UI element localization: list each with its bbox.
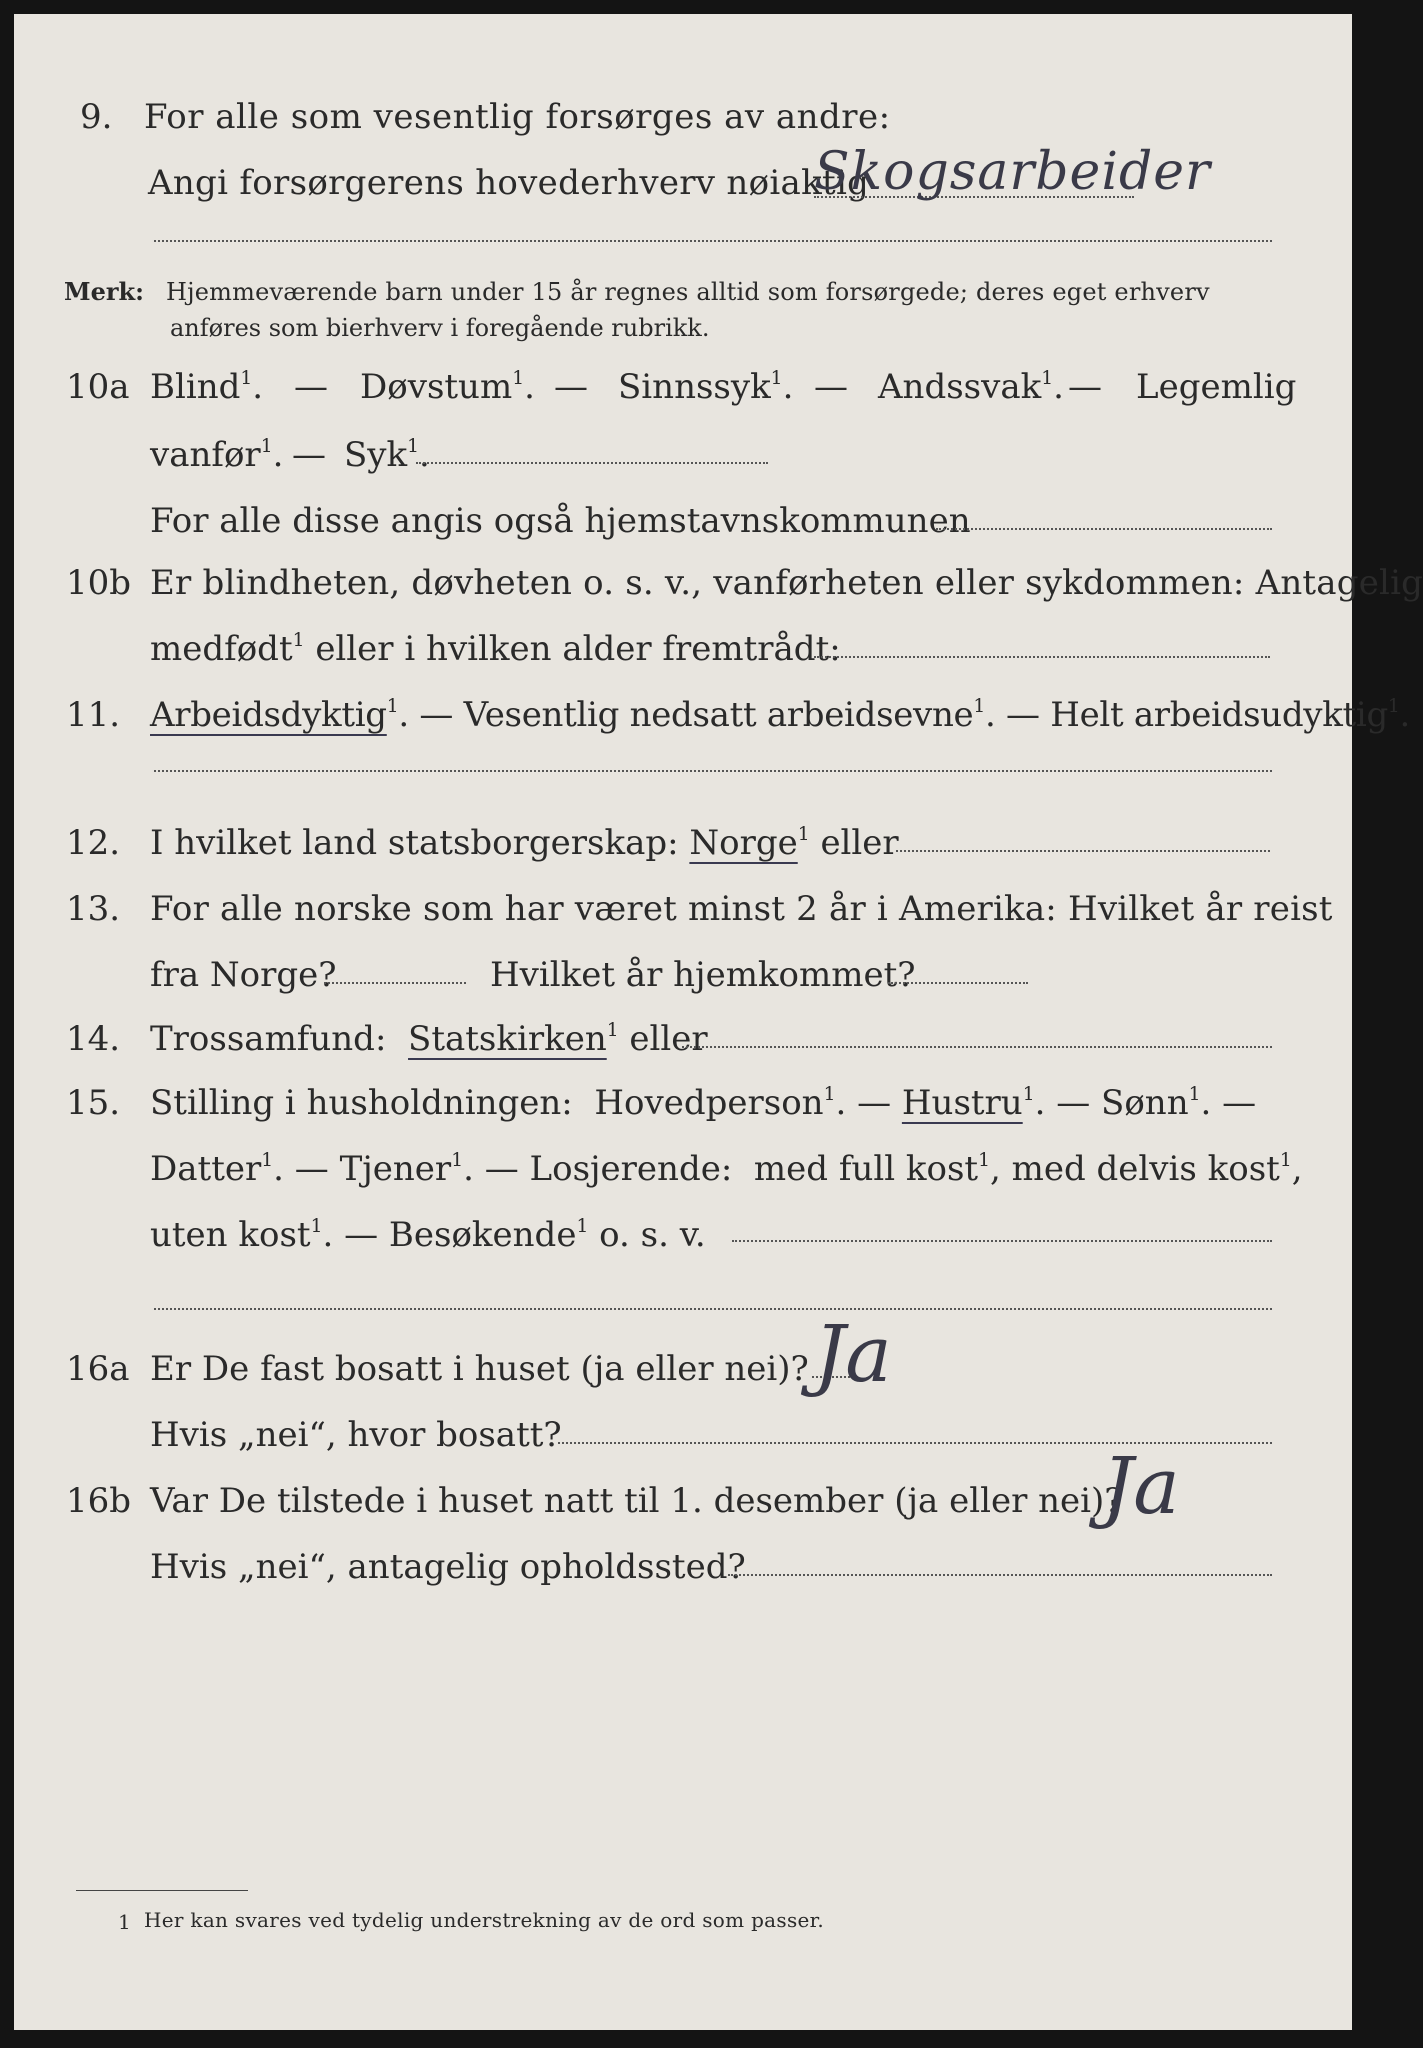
merk-line1: Hjemmeværende barn under 15 år regnes alltid som forsørgede; deres eget erhverv	[166, 278, 1210, 306]
q13-hjemkommet: Hvilket år hjemkommet?	[490, 955, 916, 995]
q10a-line3: For alle disse angis også hjemstavnskommunen	[150, 501, 971, 541]
q10a-dash-1: —	[294, 367, 328, 407]
q11-number: 11.	[66, 695, 121, 735]
footnote-rule	[76, 1890, 248, 1891]
q11-arbeidsdyktig-underlined: Arbeidsdyktig	[150, 695, 387, 736]
footnote-text: Her kan svares ved tydelig understrekning av de ord som passer.	[144, 1908, 824, 1932]
q10a-vanfor: vanfør$^1$.	[150, 435, 284, 476]
q15-line3: uten kost$^1$. — Besøkende$^1$ o. s. v.	[150, 1215, 706, 1256]
q12-dotline	[896, 850, 1270, 852]
q10a-syk: Syk$^1$.	[344, 435, 430, 476]
q15-line2: Datter$^1$. — Tjener$^1$. — Losjerende: med full kost$^1$, med delvis kost$^1$,	[150, 1149, 1303, 1190]
q15-osv-dotline	[732, 1240, 1272, 1242]
q10a-dovstum: Døvstum$^1$.	[360, 367, 535, 408]
q16b-question: Var De tilstede i huset natt til 1. desember (ja eller nei)?	[150, 1481, 1123, 1521]
q10a-dash-3: —	[814, 367, 848, 407]
q13-number: 13.	[66, 889, 121, 929]
q9-line1: For alle som vesentlig forsørges av andre:	[144, 97, 891, 137]
q16a-question: Er De fast bosatt i huset (ja eller nei)?	[150, 1349, 809, 1389]
q15-hustru-underlined: Hustru	[901, 1083, 1023, 1124]
q10a-syk-dotline	[416, 462, 768, 464]
q10a-sinnssyk: Sinnssyk$^1$.	[618, 367, 794, 408]
footnote-mark: 1	[118, 1910, 131, 1934]
q10a-dash-4: —	[1068, 367, 1102, 407]
q9-blank-dotline	[154, 240, 1272, 242]
q13-fra-norge-dotline	[324, 982, 466, 984]
q14-statskirken-underlined: Statskirken	[408, 1019, 607, 1060]
q9-number: 9.	[80, 97, 113, 137]
q10a-blind: Blind$^1$.	[150, 367, 264, 408]
q12-number: 12.	[66, 823, 121, 863]
q10b-dotline	[814, 656, 1270, 658]
q15-blank-dotline	[154, 1308, 1272, 1310]
q13-hjemkommet-dotline	[888, 982, 1028, 984]
q16b-hvis-nei: Hvis „nei“, antagelig opholdssted?	[150, 1547, 746, 1587]
q10a-andssvak: Andssvak$^1$.	[878, 367, 1064, 408]
q14-line: Trossamfund: Statskirken$^1$ eller	[150, 1019, 708, 1060]
q10a-dash-2: —	[554, 367, 588, 407]
census-form-page	[14, 14, 1423, 2030]
q10a-legemlig: Legemlig	[1136, 367, 1297, 407]
q16b-handwritten-answer: Ja	[1102, 1442, 1180, 1532]
q15-number: 15.	[66, 1083, 121, 1123]
q10b-line1: Er blindheten, døvheten o. s. v., vanførheten eller sykdommen: Antagelig	[150, 563, 1423, 603]
q16a-number: 16a	[66, 1349, 130, 1389]
q16a-handwritten-answer: Ja	[814, 1310, 892, 1400]
q10a-dash-5: —	[292, 435, 326, 475]
q9-line2: Angi forsørgerens hovederhverv nøiaktig	[148, 163, 870, 203]
q16a-hvis-nei: Hvis „nei“, hvor bosatt?	[150, 1415, 562, 1455]
q10a-number: 10a	[66, 367, 130, 407]
q9-handwritten-answer: Skogsarbeider	[814, 142, 1211, 202]
q14-dotline	[682, 1046, 1272, 1048]
q11-dotline	[154, 770, 1272, 772]
q16b-hvis-nei-dotline	[728, 1574, 1272, 1576]
q14-number: 14.	[66, 1019, 121, 1059]
q11-line: Arbeidsdyktig$^1$. — Vesentlig nedsatt arbeidsevne$^1$. — Helt arbeidsudyktig$^1$.	[150, 695, 1411, 736]
merk-label: Merk:	[64, 277, 144, 306]
q12-line: I hvilket land statsborgerskap: Norge$^1$ eller	[150, 823, 899, 864]
merk-line2: anføres som bierhverv i foregående rubrikk.	[170, 314, 710, 342]
q13-fra-norge: fra Norge?	[150, 955, 337, 995]
q10a-hjemstavn-dotline	[936, 528, 1272, 530]
q10b-number: 10b	[66, 563, 132, 603]
q10b-line2: medfødt$^1$ eller i hvilken alder fremtrådt:	[150, 629, 841, 670]
q16b-number: 16b	[66, 1481, 132, 1521]
q13-line1: For alle norske som har været minst 2 år i Amerika: Hvilket år reist	[150, 889, 1333, 929]
q15-line1: Stilling i husholdningen: Hovedperson$^1$. — Hustru$^1$. — Sønn$^1$. —	[150, 1083, 1257, 1124]
q12-norge-underlined: Norge	[689, 823, 798, 864]
